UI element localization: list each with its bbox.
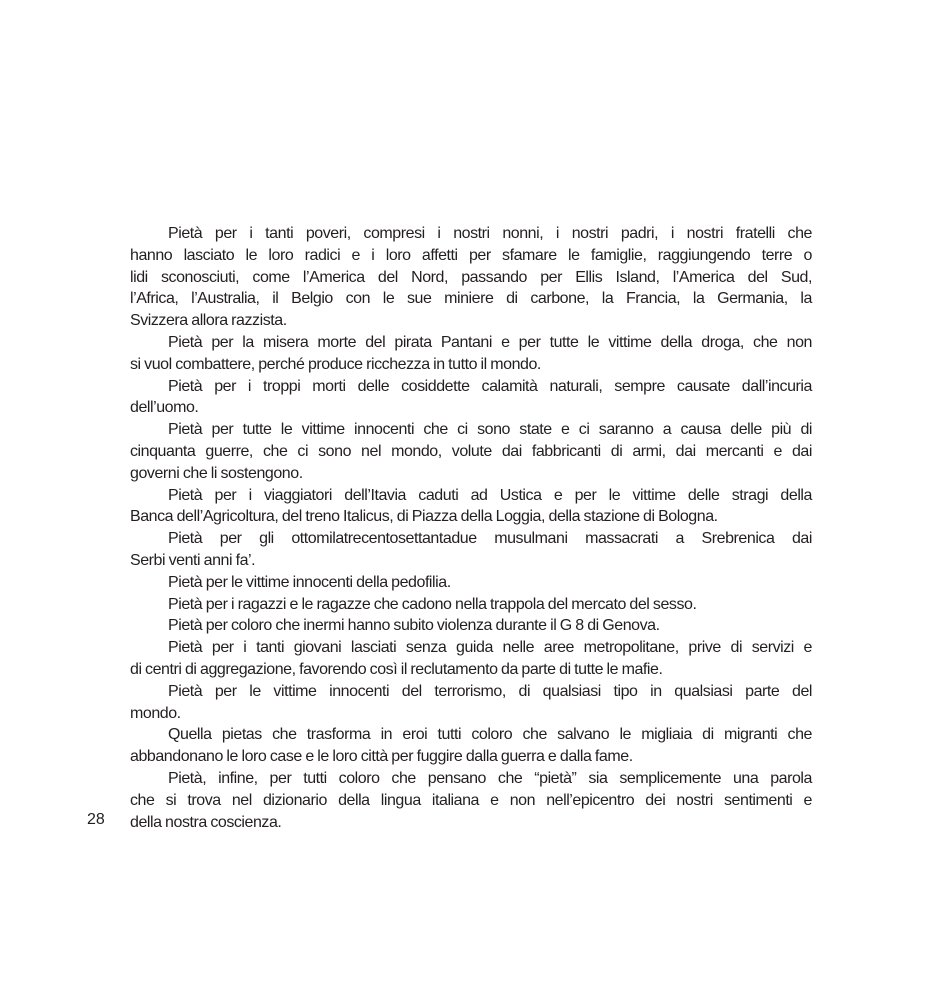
text-line: Pietà per coloro che inermi hanno subito violenza durante il G 8 di Genova. bbox=[168, 617, 660, 635]
body-text bbox=[130, 223, 812, 833]
paragraph bbox=[130, 724, 812, 768]
text-line: dell’uomo. bbox=[130, 399, 199, 417]
text-line: lidi sconosciuti, come l’America del Nord, passando per Ellis Island, l’America del Sud, bbox=[130, 268, 812, 286]
text-line: l’Africa, l’Australia, il Belgio con le sue miniere di carbone, la Francia, la Germania, la bbox=[130, 290, 812, 308]
paragraph bbox=[130, 528, 812, 572]
text-line: Pietà per i tanti poveri, compresi i nostri nonni, i nostri padri, i nostri fratelli che bbox=[168, 225, 812, 242]
text-line: abbandonano le loro case e le loro città per fuggire dalla guerra e dalla fame. bbox=[130, 748, 633, 766]
text-line: Pietà per la misera morte del pirata Pantani e per tutte le vittime della droga, che non bbox=[168, 333, 812, 351]
text-line: Pietà, infine, per tutti coloro che pensano che “pietà” sia semplicemente una parola bbox=[168, 769, 812, 787]
paragraph bbox=[130, 681, 812, 725]
text-line: che si trova nel dizionario della lingua italiana e non nell’epicentro dei nostri sentimenti e bbox=[130, 791, 812, 809]
text-line: si vuol combattere, perché produce ricchezza in tutto il mondo. bbox=[130, 355, 541, 373]
text-line: mondo. bbox=[130, 704, 181, 722]
text-line: Pietà per le vittime innocenti della pedofilia. bbox=[168, 573, 451, 591]
page-number: 28 bbox=[87, 811, 105, 828]
paragraph bbox=[130, 594, 812, 616]
text-line: Pietà per i troppi morti delle cosiddette calamità naturali, sempre causate dall’incuria bbox=[168, 377, 812, 395]
text-line: Pietà per tutte le vittime innocenti che ci sono state e ci saranno a causa delle più di bbox=[168, 421, 812, 439]
paragraph bbox=[130, 376, 812, 420]
text-line: Serbi venti anni fa’. bbox=[130, 551, 256, 569]
text-line: Svizzera allora razzista. bbox=[130, 312, 287, 330]
paragraph bbox=[130, 485, 812, 529]
paragraph bbox=[130, 419, 812, 484]
text-line: Pietà per i viaggiatori dell’Itavia caduti ad Ustica e per le vittime delle stragi della bbox=[168, 486, 812, 504]
text-line: governi che li sostengono. bbox=[130, 464, 303, 482]
paragraph bbox=[130, 768, 812, 833]
text-line: Quella pietas che trasforma in eroi tutti coloro che salvano le migliaia di migranti che bbox=[168, 726, 812, 744]
text-line: Banca dell’Agricoltura, del treno Italicus, di Piazza della Loggia, della stazione di Bologna. bbox=[130, 508, 718, 526]
paragraph bbox=[130, 615, 812, 637]
text-line: Pietà per gli ottomilatrecentosettantadue musulmani massacrati a Srebrenica dai bbox=[168, 530, 812, 548]
paragraph bbox=[130, 572, 812, 594]
paragraph bbox=[130, 223, 812, 332]
text-line: hanno lasciato le loro radici e i loro affetti per sfamare le famiglie, raggiungendo terre o bbox=[130, 246, 812, 264]
text-line: di centri di aggregazione, favorendo così il reclutamento da parte di tutte le mafie. bbox=[130, 660, 663, 678]
text-line: della nostra coscienza. bbox=[130, 813, 282, 831]
paragraph bbox=[130, 637, 812, 681]
text-line: cinquanta guerre, che ci sono nel mondo, volute dai fabbricanti di armi, dai mercanti e dai bbox=[130, 442, 812, 460]
text-line: Pietà per le vittime innocenti del terrorismo, di qualsiasi tipo in qualsiasi parte del bbox=[168, 682, 812, 700]
text-line: Pietà per i tanti giovani lasciati senza guida nelle aree metropolitane, prive di servizi e bbox=[168, 639, 812, 657]
paragraph bbox=[130, 332, 812, 376]
text-line: Pietà per i ragazzi e le ragazze che cadono nella trappola del mercato del sesso. bbox=[168, 595, 697, 613]
